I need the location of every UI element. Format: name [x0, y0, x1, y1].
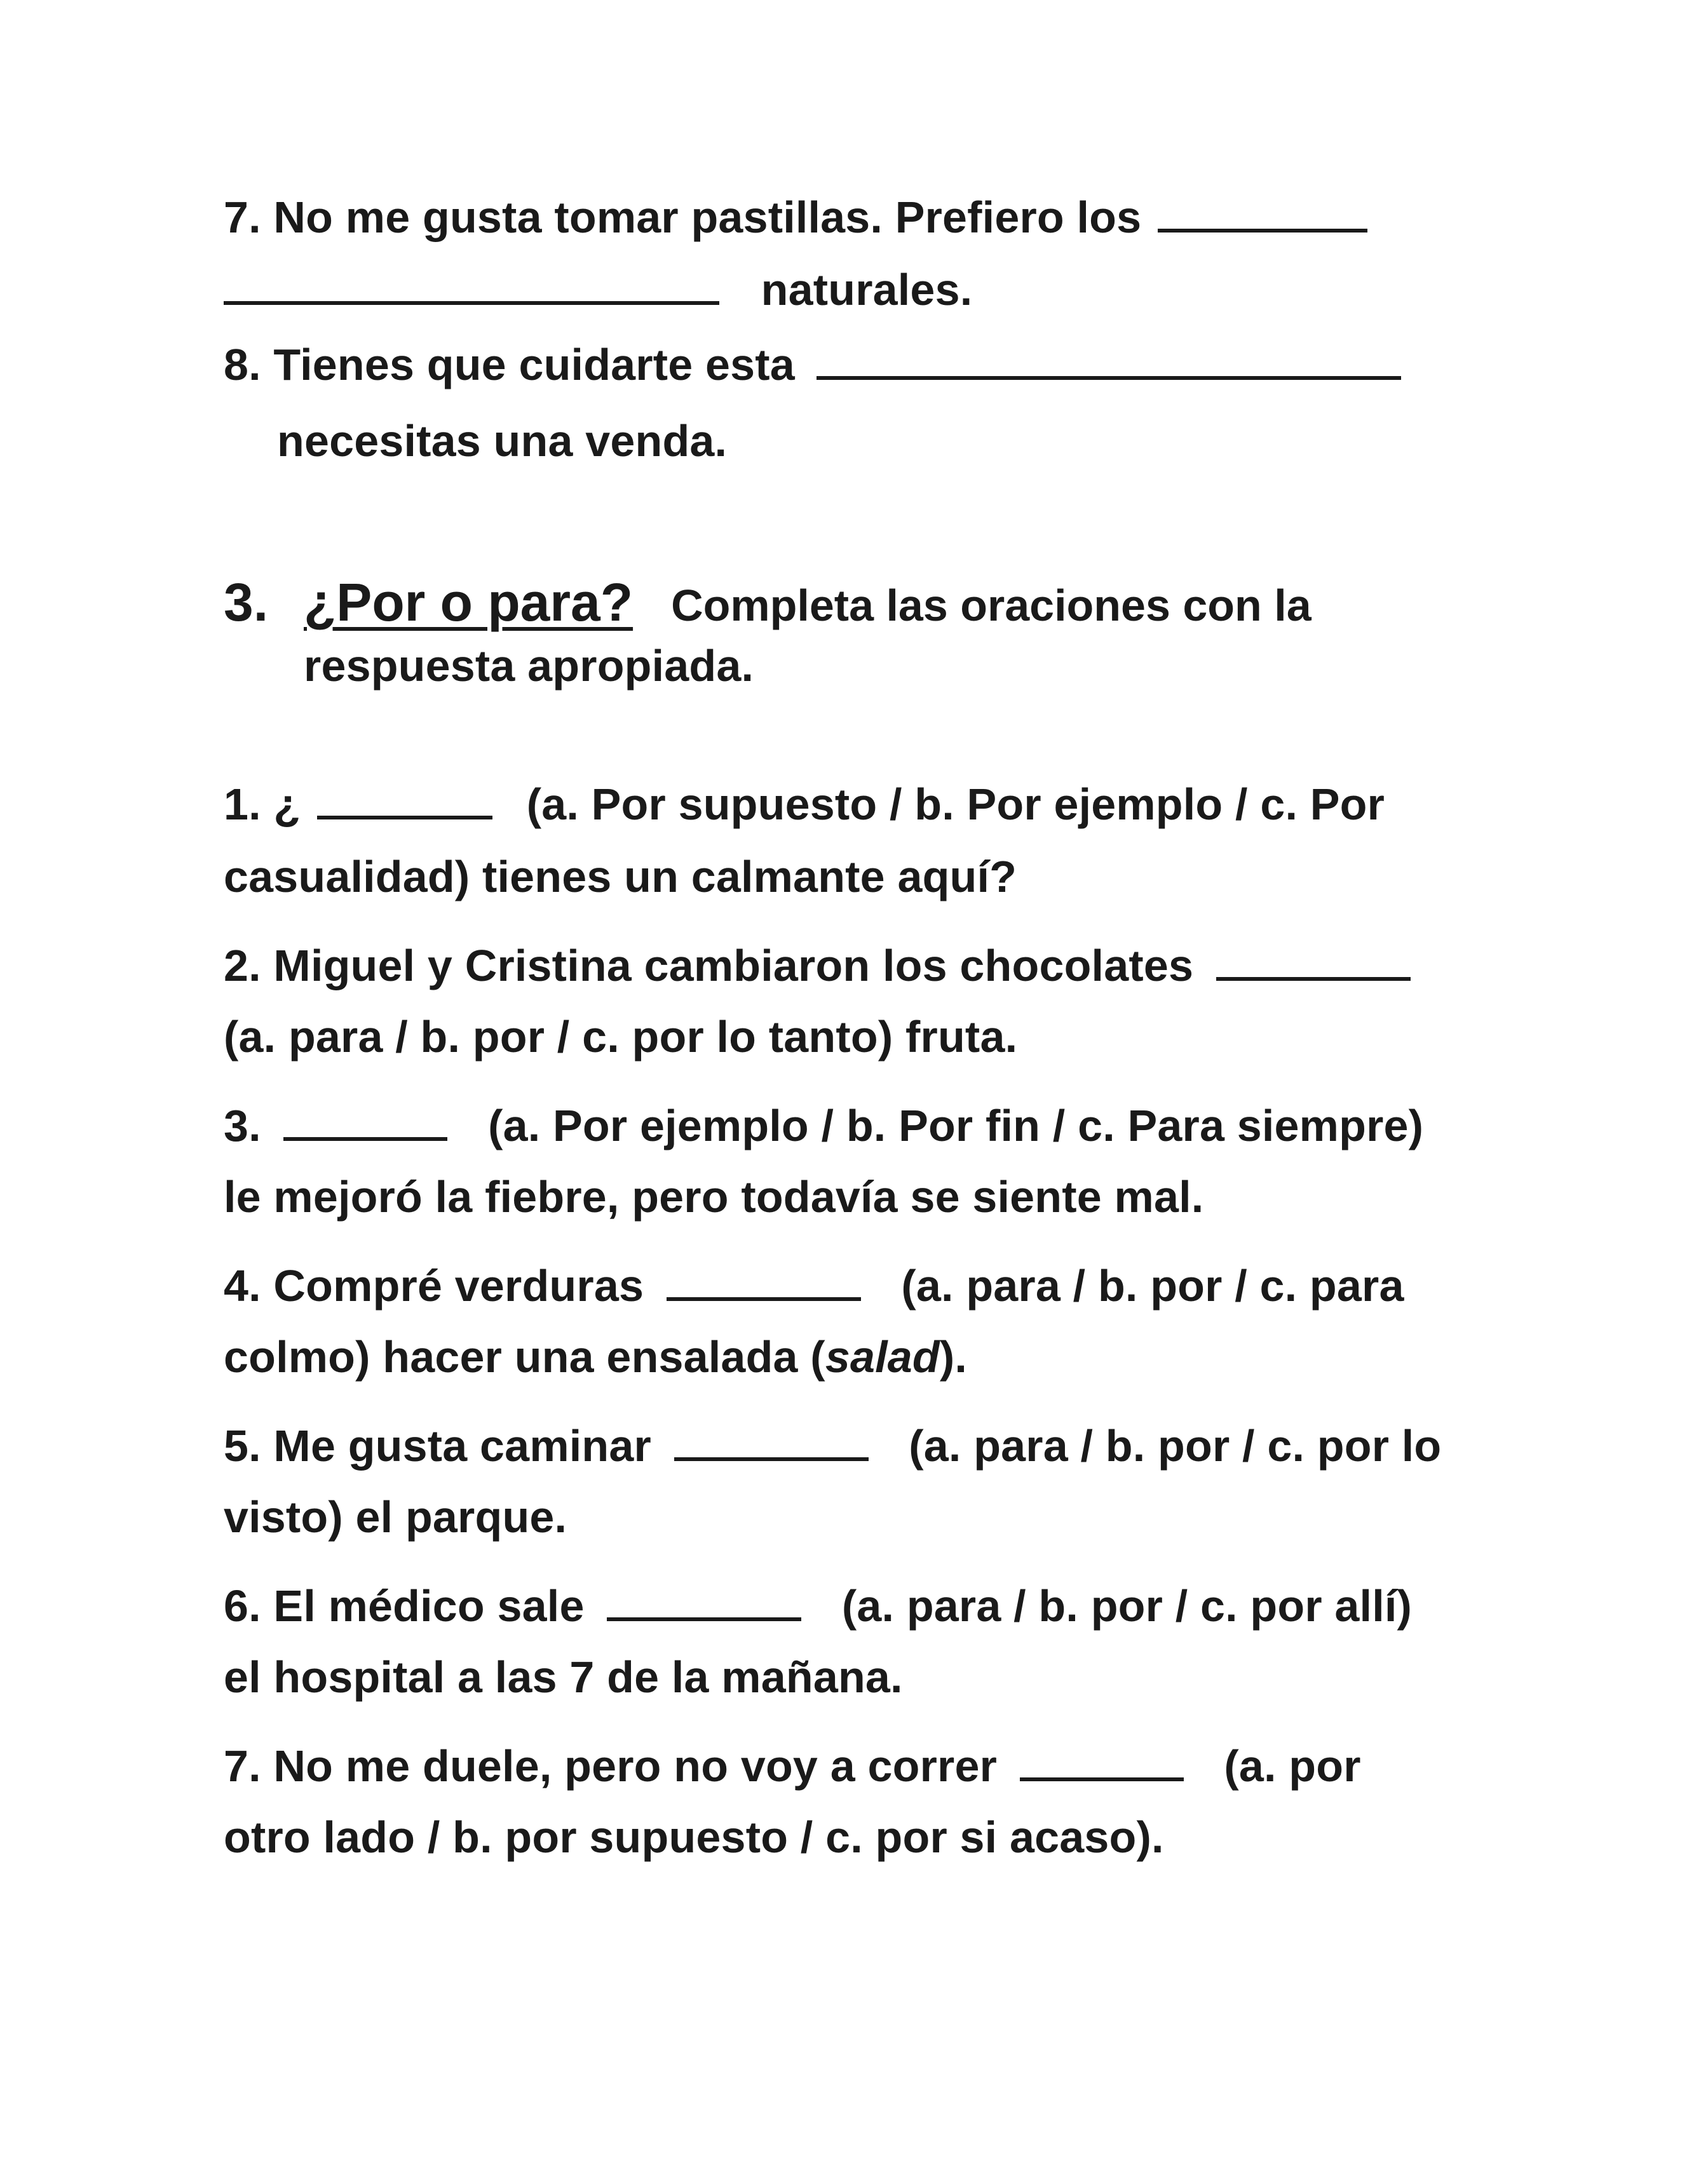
- question-1-blank[interactable]: [317, 779, 492, 819]
- question-5-line2: visto) el parque.: [224, 1492, 567, 1542]
- question-5-pre: 5. Me gusta caminar: [224, 1421, 651, 1471]
- question-5-blank[interactable]: [674, 1420, 869, 1461]
- question-3-line2: le mejoró la fiebre, pero todavía se siente mal.: [224, 1172, 1204, 1222]
- item7-line2: [224, 263, 972, 316]
- item8-text: 8. Tienes que cuidarte esta: [224, 340, 795, 389]
- question-6-line1: [224, 1579, 1412, 1633]
- question-1-options: (a. Por supuesto / b. Por ejemplo / c. Por: [526, 779, 1385, 829]
- question-6-line2: el hospital a las 7 de la mañana.: [224, 1652, 903, 1702]
- item7-line1: [224, 191, 1371, 244]
- question-2-line2: (a. para / b. por / c. por lo tanto) fruta.: [224, 1012, 1018, 1062]
- question-6-options: (a. para / b. por / c. por allí): [841, 1581, 1413, 1631]
- question-4-options: (a. para / b. por / c. para: [901, 1261, 1404, 1311]
- question-3-pre: 3.: [224, 1101, 261, 1150]
- question-6-pre: 6. El médico sale: [224, 1581, 585, 1631]
- question-3-line1: [224, 1099, 1423, 1152]
- item8-line2: necesitas una venda.: [277, 416, 728, 466]
- question-4-line2-pre: colmo) hacer una ensalada (: [224, 1332, 825, 1382]
- question-7-blank[interactable]: [1020, 1741, 1184, 1781]
- question-2-line1: [224, 939, 1414, 992]
- question-7-pre: 7. No me duele, pero no voy a correr: [224, 1741, 998, 1791]
- question-5-options: (a. para / b. por / c. por lo: [909, 1421, 1442, 1471]
- item7-blank-2[interactable]: [224, 264, 719, 305]
- section3-instruction-line2: respuesta apropiada.: [304, 641, 754, 691]
- question-6-blank[interactable]: [607, 1581, 801, 1621]
- question-4-blank[interactable]: [667, 1260, 861, 1301]
- question-2-blank[interactable]: [1216, 940, 1411, 981]
- question-3-blank[interactable]: [283, 1100, 447, 1141]
- question-4-line1: [224, 1259, 1404, 1312]
- item8-blank[interactable]: [817, 339, 1401, 380]
- question-1-pre: 1. ¿: [224, 779, 301, 829]
- section3-instruction: Completa las oraciones con la: [671, 581, 1312, 630]
- question-4-line2: [224, 1330, 967, 1384]
- item7-blank-1[interactable]: [1158, 192, 1367, 233]
- question-4-pre: 4. Compré verduras: [224, 1261, 644, 1311]
- question-1-line2: casualidad) tienes un calmante aquí?: [224, 852, 1017, 901]
- question-5-line1: [224, 1419, 1441, 1473]
- question-7-line2: otro lado / b. por supuesto / c. por si acaso).: [224, 1812, 1164, 1862]
- item7-text: 7. No me gusta tomar pastillas. Prefiero los: [224, 192, 1142, 242]
- question-7-options: (a. por: [1224, 1741, 1361, 1791]
- question-4-line2-post: ).: [939, 1332, 967, 1382]
- question-2-pre: 2. Miguel y Cristina cambiaron los chocolates: [224, 941, 1194, 990]
- section3-title: ¿Por o para?: [304, 572, 634, 632]
- question-1-line1: [224, 778, 1385, 831]
- item8-line1: [224, 338, 1405, 391]
- item7-text-end: naturales.: [761, 265, 973, 314]
- question-3-options: (a. Por ejemplo / b. Por fin / c. Para siempre): [488, 1101, 1424, 1150]
- question-7-line1: [224, 1739, 1361, 1793]
- section3-heading: [224, 570, 1312, 637]
- section3-number: 3.: [224, 572, 269, 632]
- question-4-gloss: salad: [825, 1332, 940, 1382]
